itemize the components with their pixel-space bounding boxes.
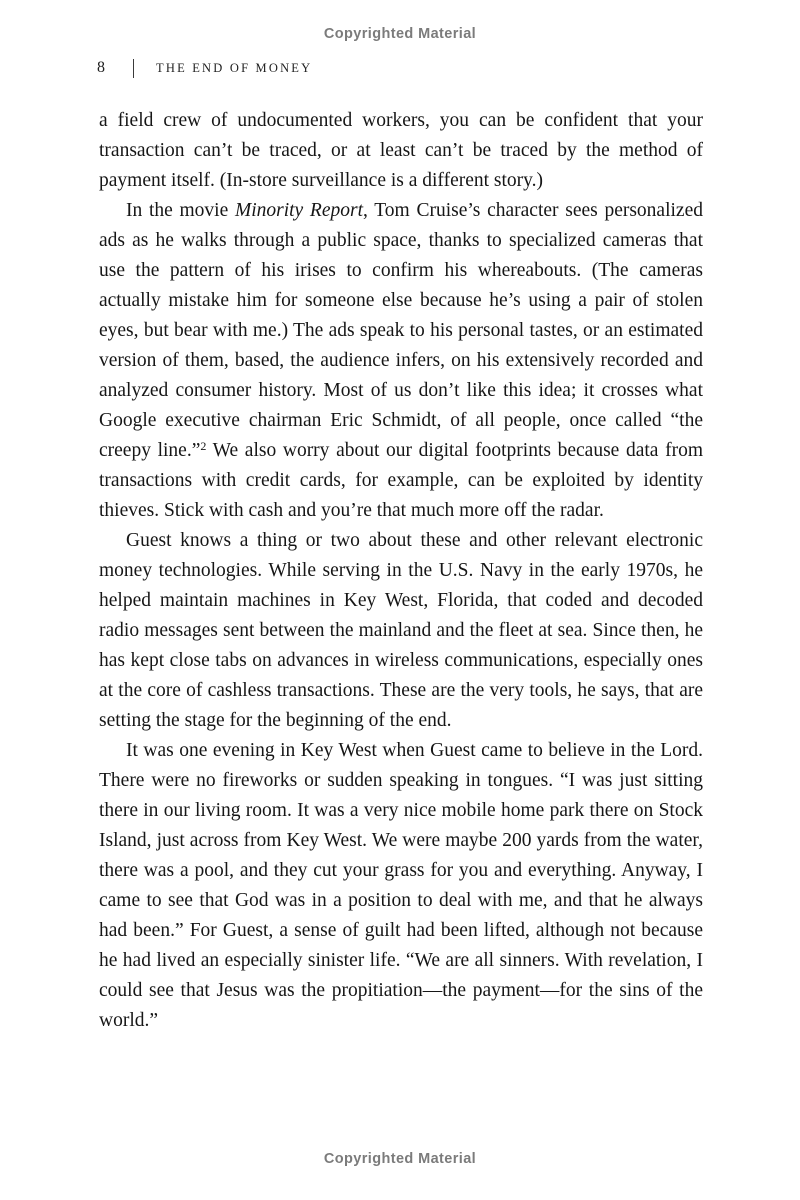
page-number: 8 [97, 59, 105, 76]
header-divider [133, 59, 134, 78]
paragraph-4 [99, 736, 703, 1036]
paragraph-1 [99, 106, 703, 196]
text-segment: a field crew of undocumented workers, you can be confident that your transaction can’t be traced, or at least can’t be traced by the method of payment itself. (In-store surveillance is a different story.) [99, 110, 703, 191]
copyright-notice-bottom: Copyrighted Material [323, 1151, 477, 1167]
text-segment: Guest knows a thing or two about these and other relevant electronic money technologies. While serving in the U.S. Navy in the early 1970s, he helped maintain machines in Key West, Florida, that coded and decoded radio messages sent between the mainland and the fleet at sea. Since then, he has kept close tabs on advances in wireless communications, especially ones at the core of cashless transactions. These are the very tools, he says, that are setting the stage for the beginning of the end. [99, 530, 703, 731]
movie-title-italic: Minority Report [234, 200, 364, 221]
text-segment: In the movie [126, 200, 235, 221]
text-segment: We also worry about our digital footprints because data from transactions with credit cards, for example, can be exploited by identity thieves. Stick with cash and you’re that much more off the radar. [99, 440, 703, 521]
book-title: THE END OF MONEY [156, 60, 313, 75]
footnote-reference: 2 [200, 439, 207, 453]
running-header [97, 58, 312, 78]
body-text [99, 106, 703, 1036]
text-segment: , Tom Cruise’s character sees personalized ads as he walks through a public space, thanks to specialized cameras that use the pattern of his irises to confirm his whereabouts. (The cameras actually mistake him for someone else because he’s using a pair of stolen eyes, but bear with me.) The ads speak to his personal tastes, or an estimated version of them, based, the audience infers, on his extensively recorded and analyzed consumer history. Most of us don’t like this idea; it crosses what Google executive chairman Eric Schmidt, of all people, once called “the creepy line.” [99, 200, 703, 461]
text-segment: It was one evening in Key West when Guest came to believe in the Lord. There were no fireworks or sudden speaking in tongues. “I was just sitting there in our living room. It was a very nice mobile home park there on Stock Island, just across from Key West. We were maybe 200 yards from the water, there was a pool, and they cut your grass for you and everything. Anyway, I came to see that God was in a position to deal with me, and that he always had been.” For Guest, a sense of guilt had been lifted, although not because he had lived an especially sinister life. “We are all sinners. With revelation, I could see that Jesus was the propitiation—the payment—for the sins of the world.” [99, 740, 703, 1031]
paragraph-2 [99, 196, 703, 526]
paragraph-3 [99, 526, 703, 736]
copyright-notice-top: Copyrighted Material [323, 26, 477, 42]
